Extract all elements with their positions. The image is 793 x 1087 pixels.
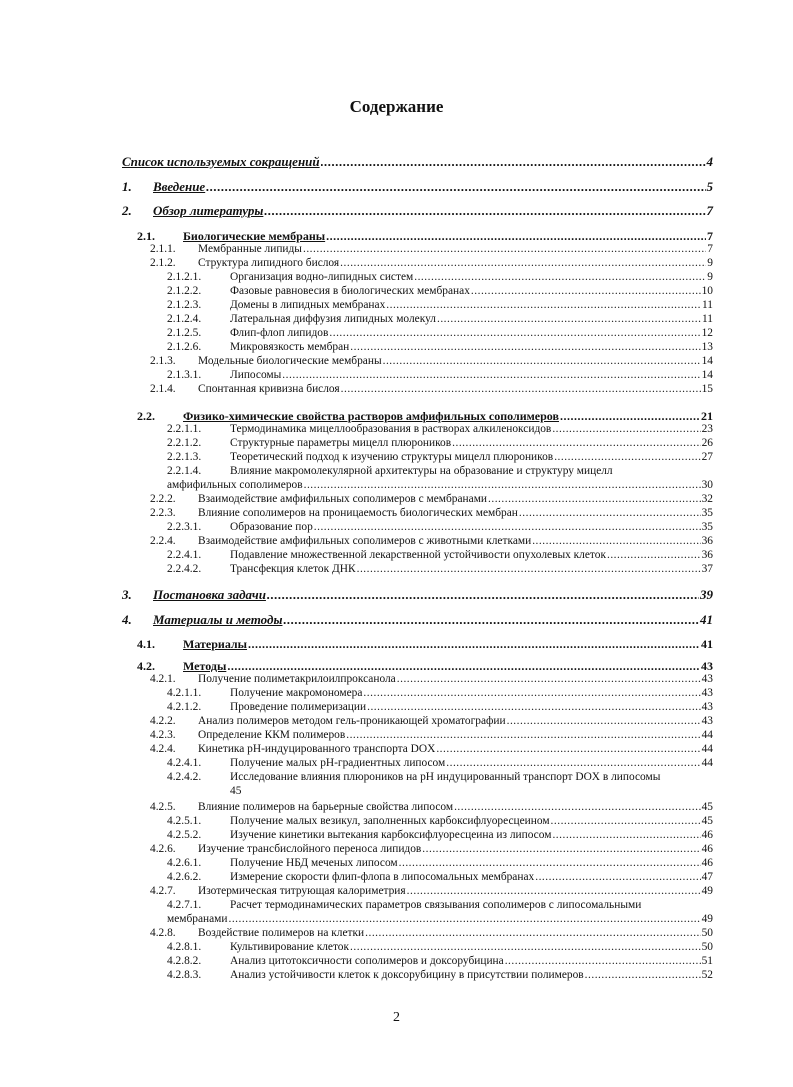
toc-entry-number: 4.2.6.2. bbox=[167, 871, 202, 883]
toc-entry-page: 11 bbox=[702, 299, 713, 311]
toc-entry-page: 41 bbox=[700, 612, 713, 627]
toc-entry-number: 2.2.1.1. bbox=[167, 423, 202, 435]
dot-leader bbox=[551, 815, 701, 828]
toc-entry-title: Кинетика pH-индуцированного транспорта DOX bbox=[198, 743, 436, 755]
toc-entry-title: Фазовые равновесия в биологических мембранах bbox=[230, 285, 470, 297]
toc-entry[interactable] bbox=[167, 341, 713, 354]
dot-leader bbox=[326, 229, 706, 243]
toc-entry-number: 4.2.5.1. bbox=[167, 815, 202, 827]
dot-leader bbox=[206, 179, 705, 194]
toc-entry-number: 2.1.3.1. bbox=[167, 369, 202, 381]
toc-entry-title: Измерение скорости флип-флопа в липосомальных мембранах bbox=[230, 871, 535, 883]
toc-entry-number: 2.2.1.4. bbox=[167, 465, 202, 477]
toc-entry-title: Получение НБД меченых липосом bbox=[230, 857, 398, 869]
toc-entry-title: Обзор литературы bbox=[153, 203, 264, 218]
toc-entry-title: Термодинамика мицеллообразования в растворах алкиленоксидов bbox=[230, 423, 552, 435]
toc-entry-title-continued: мембранами bbox=[167, 913, 228, 925]
toc-entry[interactable] bbox=[150, 383, 713, 396]
toc-entry[interactable] bbox=[137, 409, 713, 423]
toc-entry-page: 7 bbox=[706, 203, 713, 218]
toc-entry-number: 1. bbox=[122, 179, 132, 194]
toc-entry-page: 37 bbox=[701, 563, 713, 575]
toc-entry-title-continued: 45 bbox=[230, 785, 242, 797]
dot-leader bbox=[283, 612, 699, 627]
toc-entry-number: 4.2. bbox=[137, 659, 155, 673]
toc-entry-title: Трансфекция клеток ДНК bbox=[230, 563, 356, 575]
dot-leader bbox=[367, 701, 701, 714]
toc-entry-number: 2.2.1.2. bbox=[167, 437, 202, 449]
toc-entry[interactable] bbox=[167, 955, 713, 968]
dot-leader bbox=[264, 203, 705, 218]
toc-entry-page: 32 bbox=[701, 493, 713, 505]
toc-entry-title: Модельные биологические мембраны bbox=[198, 355, 382, 367]
toc-entry-page: 44 bbox=[701, 743, 713, 755]
toc-entry-number: 4.2.1.1. bbox=[167, 687, 202, 699]
toc-entry-title: Список используемых сокращений bbox=[122, 154, 320, 169]
toc-entry-title: Липосомы bbox=[230, 369, 282, 381]
toc-entry-title: Влияние полимеров на барьерные свойства липосом bbox=[198, 801, 454, 813]
toc-entry-number: 2.1.1. bbox=[150, 243, 176, 255]
toc-entry-page: 7 bbox=[707, 229, 713, 243]
dot-leader bbox=[454, 801, 701, 814]
toc-entry[interactable] bbox=[167, 271, 713, 284]
toc-entry-title: Подавление множественной лекарственной устойчивости опухолевых клеток bbox=[230, 549, 606, 561]
toc-entry[interactable] bbox=[167, 369, 713, 382]
toc-entry-page: 35 bbox=[701, 507, 713, 519]
dot-leader bbox=[329, 327, 700, 340]
toc-entry-number: 2.1. bbox=[137, 229, 155, 243]
toc-entry-number: 4.2.8.1. bbox=[167, 941, 202, 953]
toc-entry-title: Получение макромономера bbox=[230, 687, 363, 699]
toc-entry[interactable] bbox=[167, 829, 713, 842]
toc-entry[interactable] bbox=[150, 743, 713, 756]
toc-entry-page: 44 bbox=[701, 757, 713, 769]
toc-entry-title: Исследование влияния плюроников на pH индуцированный транспорт DOX в липосомы bbox=[230, 771, 661, 783]
toc-entry-number: 2.2.4.1. bbox=[167, 549, 202, 561]
toc-entry-number: 2.1.4. bbox=[150, 383, 176, 395]
dot-leader bbox=[357, 563, 701, 576]
toc-entry-page: 44 bbox=[701, 729, 713, 741]
toc-entry-page: 14 bbox=[701, 355, 713, 367]
toc-entry-page: 13 bbox=[701, 341, 713, 353]
toc-entry-page: 41 bbox=[701, 637, 713, 651]
toc-entry[interactable] bbox=[122, 612, 713, 627]
toc-entry-page: 43 bbox=[701, 673, 713, 685]
toc-entry-number: 4.2.7.1. bbox=[167, 899, 202, 911]
toc-entry-title: Анализ полимеров методом гель-проникающей хроматографии bbox=[198, 715, 506, 727]
toc-entry-number: 2.1.2.4. bbox=[167, 313, 202, 325]
dot-leader bbox=[532, 535, 700, 548]
toc-entry-page: 9 bbox=[707, 271, 713, 283]
dot-leader bbox=[488, 493, 701, 506]
toc-entry-number: 2.2.4.2. bbox=[167, 563, 202, 575]
toc-entry-number: 4.2.8.2. bbox=[167, 955, 202, 967]
toc-entry[interactable] bbox=[150, 801, 713, 814]
toc-entry-page: 9 bbox=[707, 257, 713, 269]
toc-entry-title: Микровязкость мембран bbox=[230, 341, 350, 353]
toc-entry-number: 4.2.4.2. bbox=[167, 771, 202, 783]
toc-entry-title: Структура липидного бислоя bbox=[198, 257, 340, 269]
toc-entry-continuation bbox=[230, 785, 713, 798]
toc-entry[interactable] bbox=[150, 507, 713, 520]
toc-entry-title: Взаимодействие амфифильных сополимеров с мембранами bbox=[198, 493, 487, 505]
dot-leader bbox=[350, 341, 700, 354]
toc-entry-title: Физико-химические свойства растворов амфифильных сополимеров bbox=[183, 409, 559, 423]
dot-leader bbox=[397, 673, 701, 686]
dot-leader bbox=[321, 154, 706, 169]
toc-entry-page: 27 bbox=[701, 451, 713, 463]
page-number: 2 bbox=[393, 1010, 400, 1025]
toc-entry-page: 26 bbox=[701, 437, 713, 449]
toc-entry[interactable] bbox=[137, 229, 713, 243]
toc-entry[interactable] bbox=[167, 299, 713, 312]
dot-leader bbox=[407, 885, 701, 898]
toc-entry-number: 2.1.2. bbox=[150, 257, 176, 269]
toc-entry-number: 2.2.2. bbox=[150, 493, 176, 505]
toc-entry[interactable] bbox=[150, 927, 713, 940]
toc-entry[interactable] bbox=[167, 969, 713, 982]
dot-leader bbox=[341, 383, 701, 396]
toc-entry-title: Биологические мембраны bbox=[183, 229, 326, 243]
toc-entry-title: Материалы и методы bbox=[153, 612, 283, 627]
toc-entry[interactable] bbox=[167, 871, 713, 884]
toc-entry-page: 12 bbox=[701, 327, 713, 339]
toc-entry-title: Организация водно-липидных систем bbox=[230, 271, 414, 283]
toc-entry[interactable] bbox=[122, 203, 713, 218]
toc-entry[interactable] bbox=[167, 423, 713, 436]
toc-entry-number: 2.1.3. bbox=[150, 355, 176, 367]
toc-entry[interactable] bbox=[167, 327, 713, 340]
toc-entry-title: Получение полиметакрилоилпроксанола bbox=[198, 673, 396, 685]
toc-entry-title: Методы bbox=[183, 659, 227, 673]
toc-entry[interactable] bbox=[167, 757, 713, 770]
toc-entry-title: Образование пор bbox=[230, 521, 313, 533]
toc-entry-number: 4.2.8.3. bbox=[167, 969, 202, 981]
toc-entry-title: Флип-флоп липидов bbox=[230, 327, 329, 339]
toc-entry-number: 2.1.2.1. bbox=[167, 271, 202, 283]
toc-entry-page: 45 bbox=[701, 815, 713, 827]
toc-entry-title-continued: амфифильных сополимеров bbox=[167, 479, 303, 491]
toc-entry[interactable] bbox=[150, 673, 713, 686]
page-title: Содержание bbox=[349, 97, 444, 116]
toc-entry[interactable] bbox=[167, 437, 713, 450]
dot-leader bbox=[228, 913, 700, 926]
dot-leader bbox=[399, 857, 701, 870]
toc-entry-title: Изотермическая титрующая калориметрия bbox=[198, 885, 406, 897]
dot-leader bbox=[227, 659, 700, 673]
toc-entry[interactable] bbox=[167, 857, 713, 870]
toc-entry-page: 15 bbox=[701, 383, 713, 395]
toc-entry-title: Изучение кинетики вытекания карбоксифлуоресцеина из липосом bbox=[230, 829, 552, 841]
toc-entry[interactable] bbox=[150, 843, 713, 856]
toc-entry-title: Латеральная диффузия липидных молекул bbox=[230, 313, 436, 325]
dot-leader bbox=[505, 955, 701, 968]
dot-leader bbox=[471, 285, 701, 298]
toc-entry-page: 47 bbox=[701, 871, 713, 883]
toc-entry-title: Влияние сополимеров на проницаемость биологических мембран bbox=[198, 507, 518, 519]
toc-entry-number: 2.2. bbox=[137, 409, 155, 423]
toc-entry-number: 4.2.5. bbox=[150, 801, 176, 813]
toc-entry-page: 49 bbox=[701, 885, 713, 897]
toc-entry-page: 50 bbox=[701, 927, 713, 939]
toc-entry[interactable] bbox=[167, 285, 713, 298]
toc-entry-page: 43 bbox=[701, 687, 713, 699]
toc-entry[interactable] bbox=[150, 715, 713, 728]
toc-entry-number: 4. bbox=[122, 612, 132, 627]
toc-entry-title: Структурные параметры мицелл плюроников bbox=[230, 437, 452, 449]
toc-entry-page: 43 bbox=[701, 659, 713, 673]
toc-entry-page: 36 bbox=[701, 535, 713, 547]
toc-entry-page: 46 bbox=[701, 829, 713, 841]
toc-entry-title: Определение ККМ полимеров bbox=[198, 729, 346, 741]
toc-entry-page: 46 bbox=[701, 843, 713, 855]
dot-leader bbox=[535, 871, 700, 884]
toc-entry-continuation bbox=[167, 913, 713, 926]
dot-leader bbox=[437, 313, 701, 326]
toc-entry[interactable] bbox=[150, 355, 713, 368]
dot-leader bbox=[386, 299, 701, 312]
toc-entry[interactable] bbox=[122, 587, 713, 602]
toc-entry-title: Расчет термодинамических параметров связывания сополимеров с липосомальными bbox=[230, 899, 642, 911]
toc-entry[interactable] bbox=[137, 659, 713, 673]
dot-leader bbox=[346, 729, 700, 742]
toc-entry-page: 7 bbox=[707, 243, 713, 255]
toc-entry[interactable] bbox=[150, 493, 713, 506]
toc-entry-title: Анализ цитотоксичности сополимеров и доксорубицина bbox=[230, 955, 504, 967]
toc-entry[interactable] bbox=[167, 815, 713, 828]
toc-entry-page: 35 bbox=[701, 521, 713, 533]
dot-leader bbox=[507, 715, 701, 728]
toc-entry-title: Мембранные липиды bbox=[198, 243, 302, 255]
dot-leader bbox=[452, 437, 700, 450]
dot-leader bbox=[552, 423, 700, 436]
toc-entry-title: Домены в липидных мембранах bbox=[230, 299, 386, 311]
toc-entry-page: 11 bbox=[702, 313, 713, 325]
toc-entry-page: 21 bbox=[701, 409, 713, 423]
toc-entry-number: 4.2.6. bbox=[150, 843, 176, 855]
toc-entry-title: Влияние макромолекулярной архитектуры на образование и структуру мицелл bbox=[230, 465, 613, 477]
toc-entry-page: 45 bbox=[701, 801, 713, 813]
toc-entry-title: Анализ устойчивости клеток к доксорубицину в присутствии полимеров bbox=[230, 969, 584, 981]
dot-leader bbox=[552, 829, 700, 842]
dot-leader bbox=[560, 409, 700, 423]
toc-entry-number: 2.2.3.1. bbox=[167, 521, 202, 533]
toc-entry-page: 43 bbox=[701, 701, 713, 713]
toc-entry-page: 30 bbox=[701, 479, 713, 491]
toc-entry[interactable] bbox=[167, 313, 713, 326]
toc-entry-number: 4.2.8. bbox=[150, 927, 176, 939]
toc-entry-number: 4.2.4. bbox=[150, 743, 176, 755]
toc-entry-page: 36 bbox=[701, 549, 713, 561]
toc-entry-page: 52 bbox=[701, 969, 713, 981]
dot-leader bbox=[340, 257, 706, 270]
toc-entry[interactable] bbox=[150, 535, 713, 548]
toc-entry[interactable] bbox=[167, 465, 713, 478]
toc-entry-title: Получение малых везикул, заполненных карбоксифлуоресцеином bbox=[230, 815, 550, 827]
toc-entry-number: 4.2.5.2. bbox=[167, 829, 202, 841]
toc-entry-page: 50 bbox=[701, 941, 713, 953]
toc-entry-title: Культивирование клеток bbox=[230, 941, 350, 953]
dot-leader bbox=[304, 479, 701, 492]
toc-entry-title: Введение bbox=[153, 179, 206, 194]
dot-leader bbox=[365, 927, 700, 940]
toc-entry[interactable] bbox=[150, 885, 713, 898]
dot-leader bbox=[350, 941, 701, 954]
toc-entry-number: 4.2.1.2. bbox=[167, 701, 202, 713]
toc-entry[interactable] bbox=[167, 899, 713, 912]
dot-leader bbox=[282, 369, 700, 382]
dot-leader bbox=[303, 243, 706, 256]
toc-entry-number: 3. bbox=[122, 587, 132, 602]
toc-entry[interactable] bbox=[167, 549, 713, 562]
toc-entry[interactable] bbox=[122, 154, 713, 169]
toc-entry[interactable] bbox=[167, 701, 713, 714]
dot-leader bbox=[436, 743, 700, 756]
toc-entry[interactable] bbox=[167, 563, 713, 576]
dot-leader bbox=[585, 969, 701, 982]
toc-entry-title: Получение малых pH-градиентных липосом bbox=[230, 757, 446, 769]
dot-leader bbox=[248, 637, 700, 651]
toc-entry-title: Спонтанная кривизна бислоя bbox=[198, 383, 340, 395]
toc-entry-number: 2.2.3. bbox=[150, 507, 176, 519]
dot-leader bbox=[554, 451, 700, 464]
toc-entry-number: 2.2.4. bbox=[150, 535, 176, 547]
toc-entry[interactable] bbox=[167, 687, 713, 700]
dot-leader bbox=[314, 521, 701, 534]
toc-entry-continuation bbox=[167, 479, 713, 492]
toc-entry-number: 4.2.1. bbox=[150, 673, 176, 685]
toc-entry[interactable] bbox=[150, 243, 713, 256]
toc-entry-number: 4.1. bbox=[137, 637, 155, 651]
toc-entry-page: 46 bbox=[701, 857, 713, 869]
toc-entry-page: 39 bbox=[700, 587, 713, 602]
toc-entry-title: Постановка задачи bbox=[153, 587, 266, 602]
dot-leader bbox=[446, 757, 700, 770]
toc-entry-number: 2.1.2.2. bbox=[167, 285, 202, 297]
toc-entry-page: 5 bbox=[706, 179, 713, 194]
toc-entry-number: 4.2.7. bbox=[150, 885, 176, 897]
toc-entry-page: 49 bbox=[701, 913, 713, 925]
toc-entry-title: Теоретический подход к изучению структуры мицелл плюроников bbox=[230, 451, 554, 463]
toc-entry-title: Воздействие полимеров на клетки bbox=[198, 927, 365, 939]
toc-entry[interactable] bbox=[150, 257, 713, 270]
toc-entry-number: 4.2.2. bbox=[150, 715, 176, 727]
toc-entry-number: 4.2.3. bbox=[150, 729, 176, 741]
toc-entry-number: 4.2.4.1. bbox=[167, 757, 202, 769]
dot-leader bbox=[607, 549, 701, 562]
toc-entry-title: Материалы bbox=[183, 637, 248, 651]
toc-entry[interactable] bbox=[167, 941, 713, 954]
toc-entry-page: 14 bbox=[701, 369, 713, 381]
toc-entry[interactable] bbox=[167, 451, 713, 464]
dot-leader bbox=[383, 355, 701, 368]
toc-entry[interactable] bbox=[137, 637, 713, 651]
toc-entry-title: Взаимодействие амфифильных сополимеров с животными клетками bbox=[198, 535, 532, 547]
toc-entry[interactable] bbox=[167, 521, 713, 534]
toc-entry[interactable] bbox=[122, 179, 713, 194]
dot-leader bbox=[519, 507, 701, 520]
toc-entry-number: 2.1.2.6. bbox=[167, 341, 202, 353]
dot-leader bbox=[414, 271, 706, 284]
toc-entry-number: 4.2.6.1. bbox=[167, 857, 202, 869]
toc-entry-title: Изучение трансбислойного переноса липидов bbox=[198, 843, 422, 855]
toc-entry-page: 43 bbox=[701, 715, 713, 727]
toc-entry-number: 2.2.1.3. bbox=[167, 451, 202, 463]
toc-entry-page: 23 bbox=[701, 423, 713, 435]
toc-entry-title: Проведение полимеризации bbox=[230, 701, 367, 713]
toc-entry[interactable] bbox=[150, 729, 713, 742]
toc-entry-page: 4 bbox=[706, 154, 713, 169]
toc-entry[interactable] bbox=[167, 771, 713, 784]
toc-entry-page: 10 bbox=[701, 285, 713, 297]
dot-leader bbox=[267, 587, 699, 602]
dot-leader bbox=[422, 843, 700, 856]
toc-entry-number: 2. bbox=[122, 203, 132, 218]
dot-leader bbox=[363, 687, 700, 700]
toc-entry-number: 2.1.2.5. bbox=[167, 327, 202, 339]
toc-entry-page: 51 bbox=[701, 955, 713, 967]
toc-entry-number: 2.1.2.3. bbox=[167, 299, 202, 311]
